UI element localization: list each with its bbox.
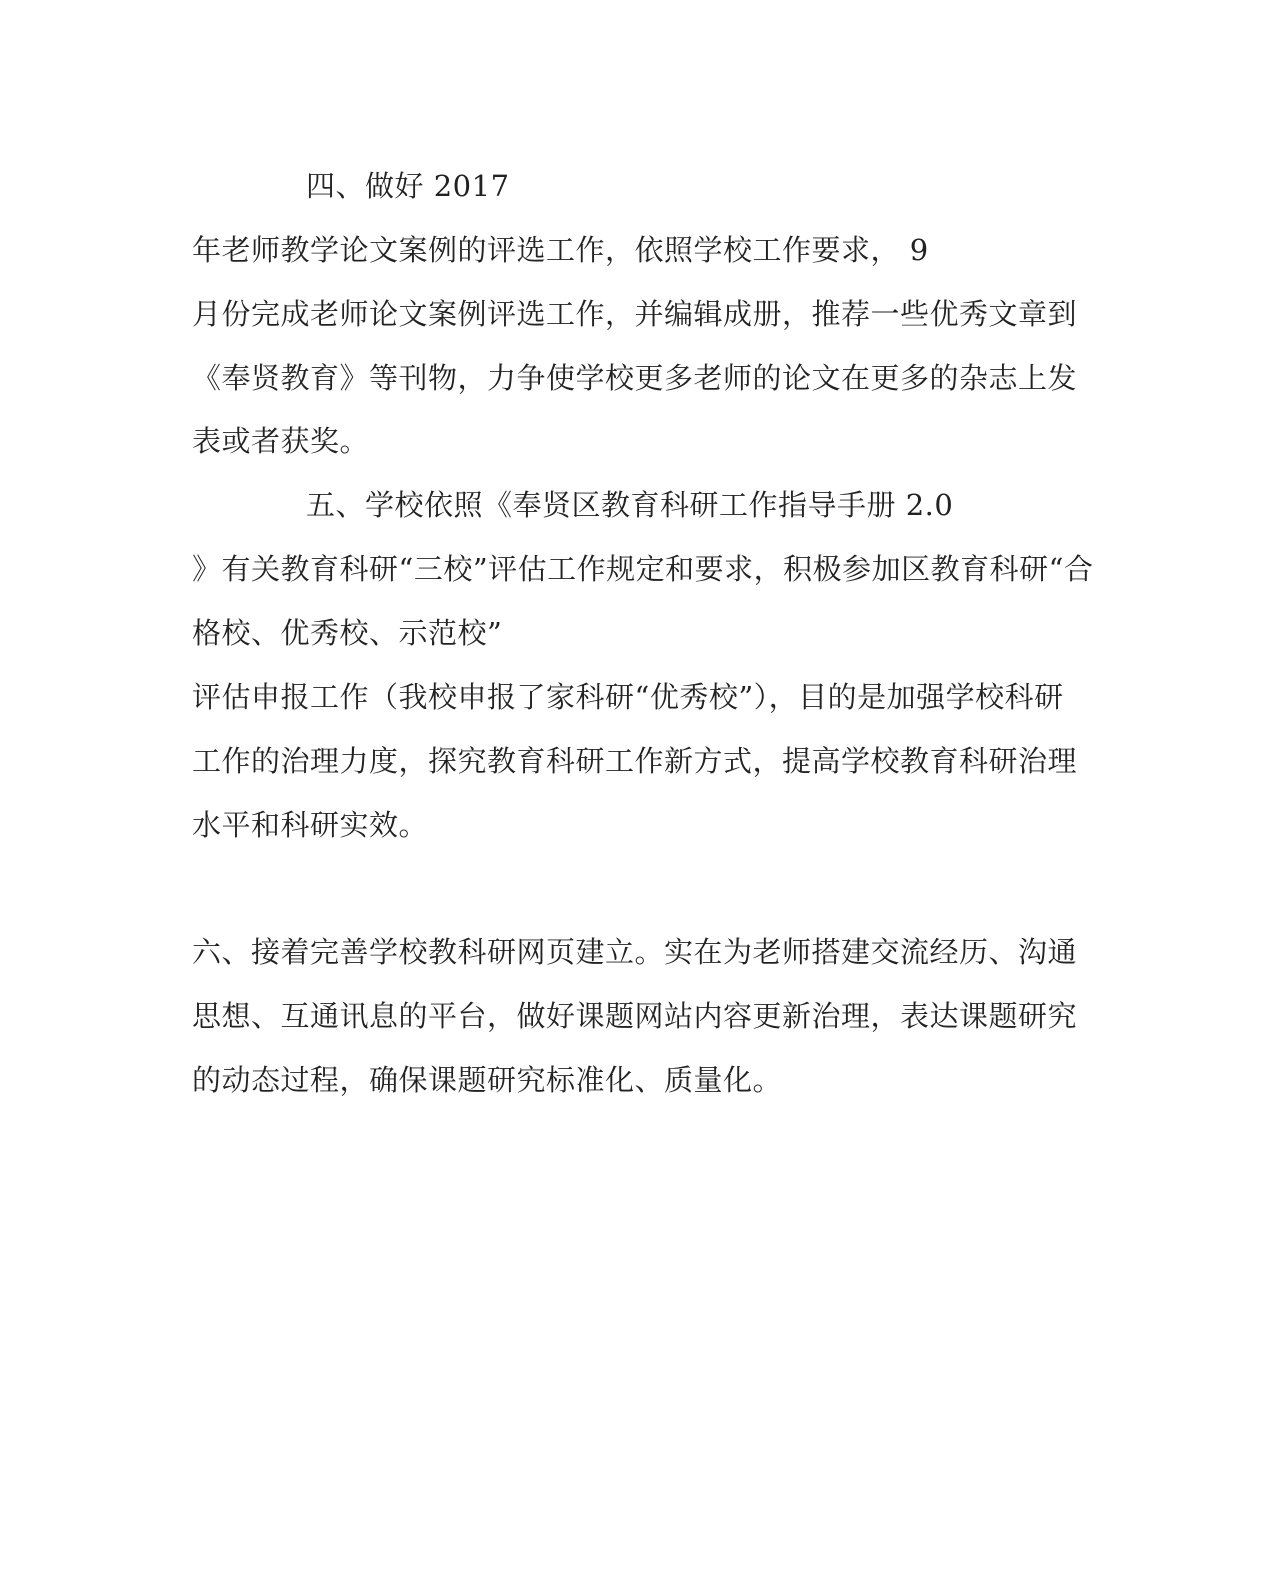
paragraph-line: 工作的治理力度，探究教育科研工作新方式，提高学校教育科研治理 (192, 744, 1078, 778)
paragraph-line: 水平和科研实效。 (192, 808, 429, 842)
paragraph-line: 《奉贤教育》等刊物，力争使学校更多老师的论文在更多的杂志上发 (192, 361, 1078, 395)
paragraph-line: 月份完成老师论文案例评选工作，并编辑成册，推荐一些优秀文章到 (192, 297, 1078, 331)
paragraph-line: 评估申报工作（我校申报了家科研“优秀校”），目的是加强学校科研 (192, 680, 1064, 714)
section-5-heading: 五、学校依照《奉贤区教育科研工作指导手册 2.0 (306, 488, 954, 522)
paragraph-line: 》有关教育科研“三校”评估工作规定和要求，积极参加区教育科研“合 (192, 552, 1094, 586)
paragraph-line: 的动态过程，确保课题研究标准化、质量化。 (192, 1063, 783, 1097)
paragraph-line: 年老师教学论文案例的评选工作，依照学校工作要求， 9 (192, 233, 929, 267)
paragraph-line: 格校、优秀校、示范校” (192, 616, 503, 650)
section-6-heading: 六、接着完善学校教科研网页建立。实在为老师搭建交流经历、沟通 (192, 935, 1078, 969)
paragraph-line: 思想、互通讯息的平台，做好课题网站内容更新治理，表达课题研究 (192, 999, 1078, 1033)
section-4-heading: 四、做好 2017 (306, 169, 510, 203)
paragraph-line: 表或者获奖。 (192, 424, 370, 458)
